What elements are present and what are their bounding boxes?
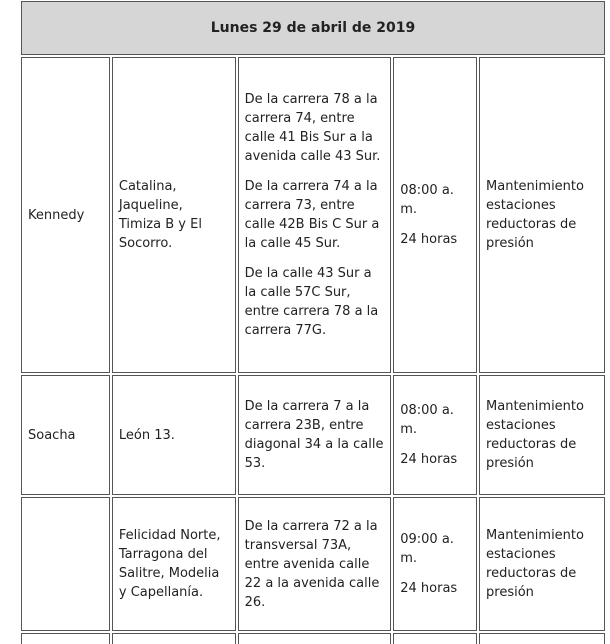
duration: 24 horas	[400, 581, 458, 596]
time-cell	[393, 633, 477, 644]
water-outage-schedule-table	[19, 0, 607, 644]
addresses-cell	[238, 497, 392, 631]
neighborhoods-cell	[112, 633, 236, 644]
address-text: De la carrera 72 a la transversal 73A, entre avenida calle 22 a la avenida calle 26.	[244, 518, 380, 610]
table-row	[21, 375, 605, 495]
duration: 24 horas	[400, 452, 458, 467]
duration: 24 horas	[400, 232, 458, 247]
addresses-cell	[238, 633, 392, 644]
locality-cell	[21, 633, 110, 644]
table-row	[21, 497, 605, 631]
address-text: De la carrera 74 a la carrera 73, entre calle 42B Bis C Sur a la calle 45 Sur.	[244, 179, 380, 251]
locality-cell	[21, 497, 110, 631]
neighborhoods-cell: Catalina, Jaqueline, Timiza B y El Socorro.	[112, 57, 236, 373]
table-row	[21, 57, 605, 373]
date-header-row	[21, 1, 605, 55]
time-cell	[393, 57, 477, 373]
start-time: 08:00 a. m.	[400, 183, 454, 217]
date-header: Lunes 29 de abril de 2019	[21, 1, 605, 55]
reason-cell: Mantenimiento estaciones reductoras de presión	[479, 57, 605, 373]
address-text: De la carrera 7 a la carrera 23B, entre diagonal 34 a la calle 53.	[244, 399, 384, 471]
table-row-partial	[21, 633, 605, 644]
start-time: 09:00 a. m.	[400, 532, 454, 566]
start-time: 08:00 a. m.	[400, 403, 454, 437]
locality-cell: Kennedy	[21, 57, 110, 373]
time-cell	[393, 375, 477, 495]
address-text: De la carrera 78 a la carrera 74, entre calle 41 Bis Sur a la avenida calle 43 Sur.	[244, 92, 381, 164]
time-cell	[393, 497, 477, 631]
reason-cell: Mantenimiento estaciones reductoras de presión	[479, 497, 605, 631]
locality-cell: Soacha	[21, 375, 110, 495]
reason-cell: Mantenimiento estaciones reductoras de presión	[479, 375, 605, 495]
address-text: De la calle 43 Sur a la calle 57C Sur, entre carrera 78 a la carrera 77G.	[244, 266, 379, 338]
addresses-cell	[238, 57, 392, 373]
reason-cell	[479, 633, 605, 644]
neighborhoods-cell: León 13.	[112, 375, 236, 495]
neighborhoods-cell: Felicidad Norte, Tarragona del Salitre, Modelia y Capellanía.	[112, 497, 236, 631]
addresses-cell	[238, 375, 392, 495]
